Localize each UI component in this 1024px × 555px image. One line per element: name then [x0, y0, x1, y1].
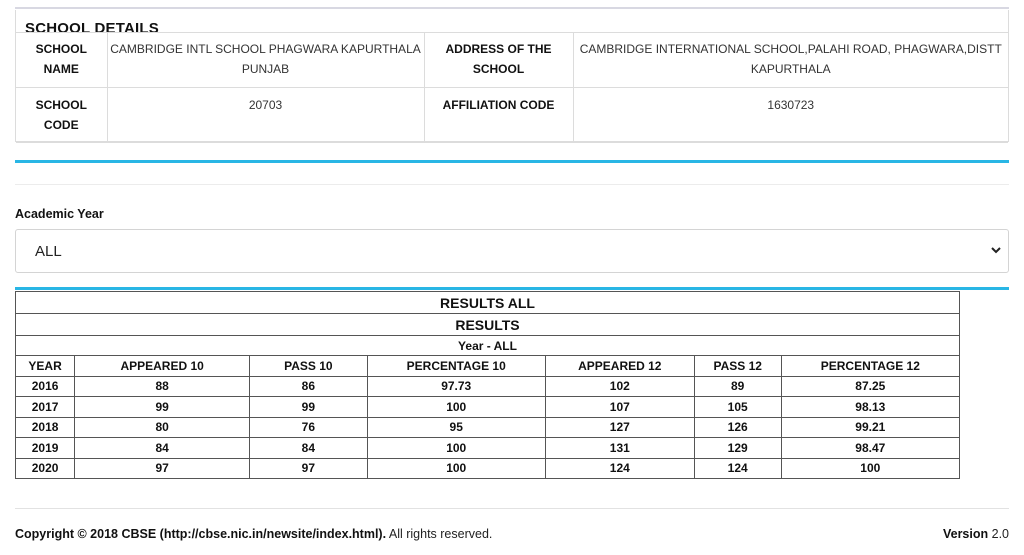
results-row [16, 376, 960, 397]
results-cell: 97 [75, 458, 250, 479]
results-cell: 105 [694, 397, 781, 418]
version-value: 2.0 [988, 527, 1009, 541]
results-cell: 100 [781, 458, 959, 479]
results-cell: 107 [545, 397, 694, 418]
results-header-row [16, 356, 960, 377]
version-label: Version [942, 527, 989, 541]
school-details-table [16, 32, 1008, 143]
school-details-panel [15, 10, 1009, 142]
results-cell: 127 [545, 417, 694, 438]
results-cell: 89 [694, 376, 781, 397]
results-cell: 2016 [16, 376, 75, 397]
results-cell: 95 [367, 417, 545, 438]
results-cell: 131 [545, 438, 694, 459]
results-cell: 87.25 [781, 376, 959, 397]
results-cell: 102 [545, 376, 694, 397]
top-divider [15, 7, 1009, 9]
results-title: RESULTS ALL [16, 292, 960, 314]
results-row [16, 438, 960, 459]
col-header: YEAR [16, 356, 75, 377]
results-cell: 76 [250, 417, 367, 438]
results-table [15, 291, 960, 479]
results-row [16, 458, 960, 479]
results-cell: 86 [250, 376, 367, 397]
col-header: PASS 12 [694, 356, 781, 377]
results-cell: 100 [367, 438, 545, 459]
results-cell: 84 [75, 438, 250, 459]
results-row [16, 417, 960, 438]
col-header: APPEARED 12 [545, 356, 694, 377]
results-cell: 129 [694, 438, 781, 459]
col-header: PERCENTAGE 12 [781, 356, 959, 377]
results-cell: 124 [694, 458, 781, 479]
col-header: PASS 10 [250, 356, 367, 377]
thin-divider [15, 184, 1009, 185]
school-name-label: SCHOOL NAME [16, 33, 107, 88]
results-cell: 2018 [16, 417, 75, 438]
results-cell: 2017 [16, 397, 75, 418]
academic-year-select[interactable] [15, 229, 1009, 273]
copyright-bold: Copyright © 2018 CBSE (http://cbse.nic.in/newsite/index.html). [15, 527, 387, 541]
results-cell: 99 [250, 397, 367, 418]
results-cell: 99.21 [781, 417, 959, 438]
results-subtitle: RESULTS [16, 314, 960, 336]
school-code-value: 20703 [107, 88, 424, 143]
results-cell: 99 [75, 397, 250, 418]
results-cell: 80 [75, 417, 250, 438]
footer-divider [15, 508, 1009, 509]
results-cell: 2020 [16, 458, 75, 479]
results-cell: 88 [75, 376, 250, 397]
chevron-down-icon [990, 243, 1002, 257]
results-cell: 124 [545, 458, 694, 479]
results-cell: 97.73 [367, 376, 545, 397]
col-header: PERCENTAGE 10 [367, 356, 545, 377]
results-row [16, 397, 960, 418]
school-code-label: SCHOOL CODE [16, 88, 107, 143]
copyright-text [15, 527, 492, 541]
results-cell: 98.47 [781, 438, 959, 459]
address-value: CAMBRIDGE INTERNATIONAL SCHOOL,PALAHI ROAD, PHAGWARA,DISTT KAPURTHALA [573, 33, 1008, 88]
copyright-rest: All rights reserved. [386, 527, 493, 541]
results-cell: 126 [694, 417, 781, 438]
results-cell: 100 [367, 397, 545, 418]
address-label: ADDRESS OF THE SCHOOL [424, 33, 573, 88]
affiliation-code-label: AFFILIATION CODE [424, 88, 573, 143]
academic-year-label: Academic Year [15, 207, 104, 221]
academic-year-selected-value: ALL [35, 243, 62, 260]
school-details-title: SCHOOL DETAILS [25, 20, 159, 37]
affiliation-code-value: 1630723 [573, 88, 1008, 143]
results-cell: 2019 [16, 438, 75, 459]
results-top-divider [15, 287, 1009, 290]
col-header: APPEARED 10 [75, 356, 250, 377]
results-cell: 100 [367, 458, 545, 479]
version-text [943, 527, 1009, 541]
results-cell: 97 [250, 458, 367, 479]
results-cell: 84 [250, 438, 367, 459]
school-name-value: CAMBRIDGE INTL SCHOOL PHAGWARA KAPURTHALA PUNJAB [107, 33, 424, 88]
results-year-caption: Year - ALL [16, 336, 960, 356]
section-divider [15, 160, 1009, 163]
results-cell: 98.13 [781, 397, 959, 418]
